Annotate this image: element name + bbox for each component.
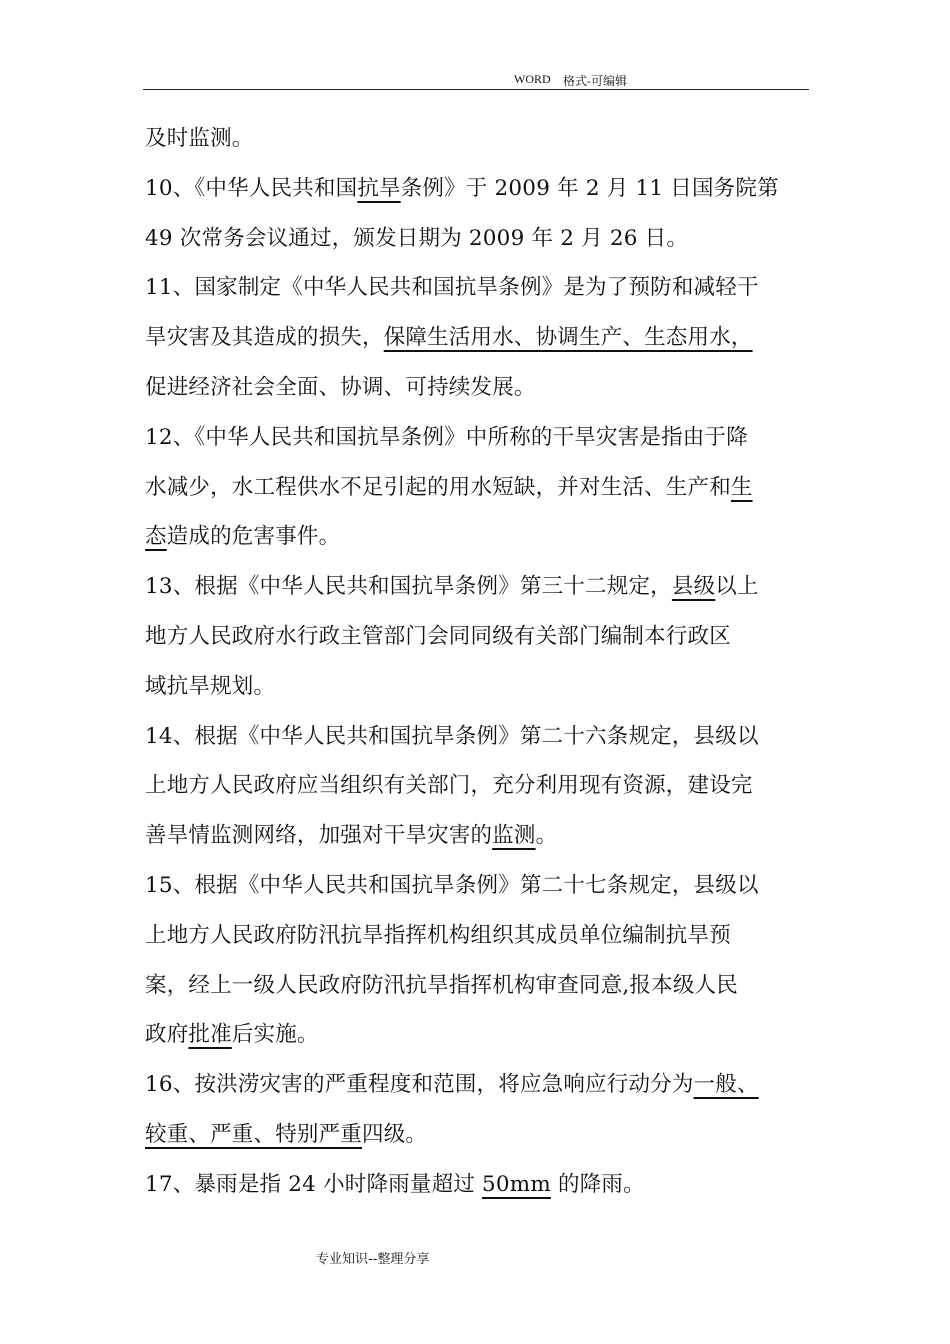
header-format-label: 格式-可编辑 [563,74,627,88]
text-run: 案，经上一级人民政府防汛抗旱指挥机构审查同意,报本级人民 [145,972,738,998]
text-line [145,164,810,214]
text-line [145,811,810,861]
text-run: 条例》于 2009 年 2 月 11 日国务院第 [400,175,779,201]
text-line [145,562,810,612]
text-run: 17、暴雨是指 24 小时降雨量超过 [145,1171,483,1197]
text-run: 上地方人民政府防汛抗旱指挥机构组织其成员单位编制抗旱预 [145,922,731,948]
text-line [145,114,810,164]
underlined-answer: 保障生活用水、协调生产、生态用水， [383,325,753,351]
text-run: 以上 [715,574,759,600]
text-run: 地方人民政府水行政主管部门会同同级有关部门编制本行政区 [145,623,731,649]
text-line [145,712,810,762]
text-line [145,413,810,463]
text-run: 14、根据《中华人民共和国抗旱条例》第二十六条规定，县级以 [145,723,759,749]
underlined-answer: 监测 [492,823,536,849]
text-run: 15、根据《中华人民共和国抗旱条例》第二十七条规定，县级以 [145,872,759,898]
underlined-answer: 批准 [188,1022,232,1048]
underlined-answer: 生 [730,474,753,500]
text-line [145,861,810,911]
text-line [145,214,810,264]
underlined-answer: 50mm [482,1171,551,1197]
text-line [145,662,810,712]
page-footer: 专业知识--整理分享 [316,1252,430,1267]
page-header [0,72,950,90]
text-line [145,313,810,363]
text-run: 造成的危害事件。 [166,524,341,550]
text-run: 促进经济社会全面、协调、可持续发展。 [145,374,536,400]
text-run: 上地方人民政府应当组织有关部门，充分利用现有资源，建设完 [145,773,753,799]
text-line [145,612,810,662]
document-body [145,114,810,1210]
text-line [145,1160,810,1210]
text-line [145,961,810,1011]
header-divider [143,89,809,90]
text-line [145,1010,810,1060]
text-run: 10、《中华人民共和国 [145,175,358,201]
text-line [145,463,810,513]
header-word-label: WORD [514,72,551,86]
text-run: 及时监测。 [145,126,254,151]
text-run: 49 次常务会议通过，颁发日期为 2009 年 2 月 26 日。 [145,225,689,251]
text-run: 13、根据《中华人民共和国抗旱条例》第三十二规定， [145,574,672,600]
text-run: 11、国家制定《中华人民共和国抗旱条例》是为了预防和减轻干 [145,275,759,301]
underlined-answer: 态 [145,524,167,550]
underlined-answer: 一般、 [693,1072,759,1098]
text-run: 16、按洪涝灾害的严重程度和范围，将应急响应行动分为 [145,1072,694,1098]
text-line [145,1110,810,1160]
underlined-answer: 较重、严重、特别严重 [145,1121,363,1147]
text-run: 。 [535,823,558,849]
underlined-answer: 抗旱 [357,175,401,201]
text-run: 后实施。 [231,1022,319,1048]
text-run: 政府 [145,1022,189,1048]
text-run: 四级。 [362,1121,428,1147]
text-line [145,761,810,811]
text-run: 12、《中华人民共和国抗旱条例》中所称的干旱灾害是指由于降 [145,424,748,450]
text-line [145,1060,810,1110]
text-run: 善旱情监测网络，加强对干旱灾害的 [145,823,493,849]
text-run: 的降雨。 [550,1171,645,1197]
text-run: 域抗旱规划。 [145,673,276,699]
text-line [145,363,810,413]
text-line [145,512,810,562]
underlined-answer: 县级 [671,574,716,600]
text-line [145,263,810,313]
text-line [145,911,810,961]
text-run: 水减少，水工程供水不足引起的用水短缺，并对生活、生产和 [145,474,731,500]
text-run: 旱灾害及其造成的损失， [145,325,384,351]
